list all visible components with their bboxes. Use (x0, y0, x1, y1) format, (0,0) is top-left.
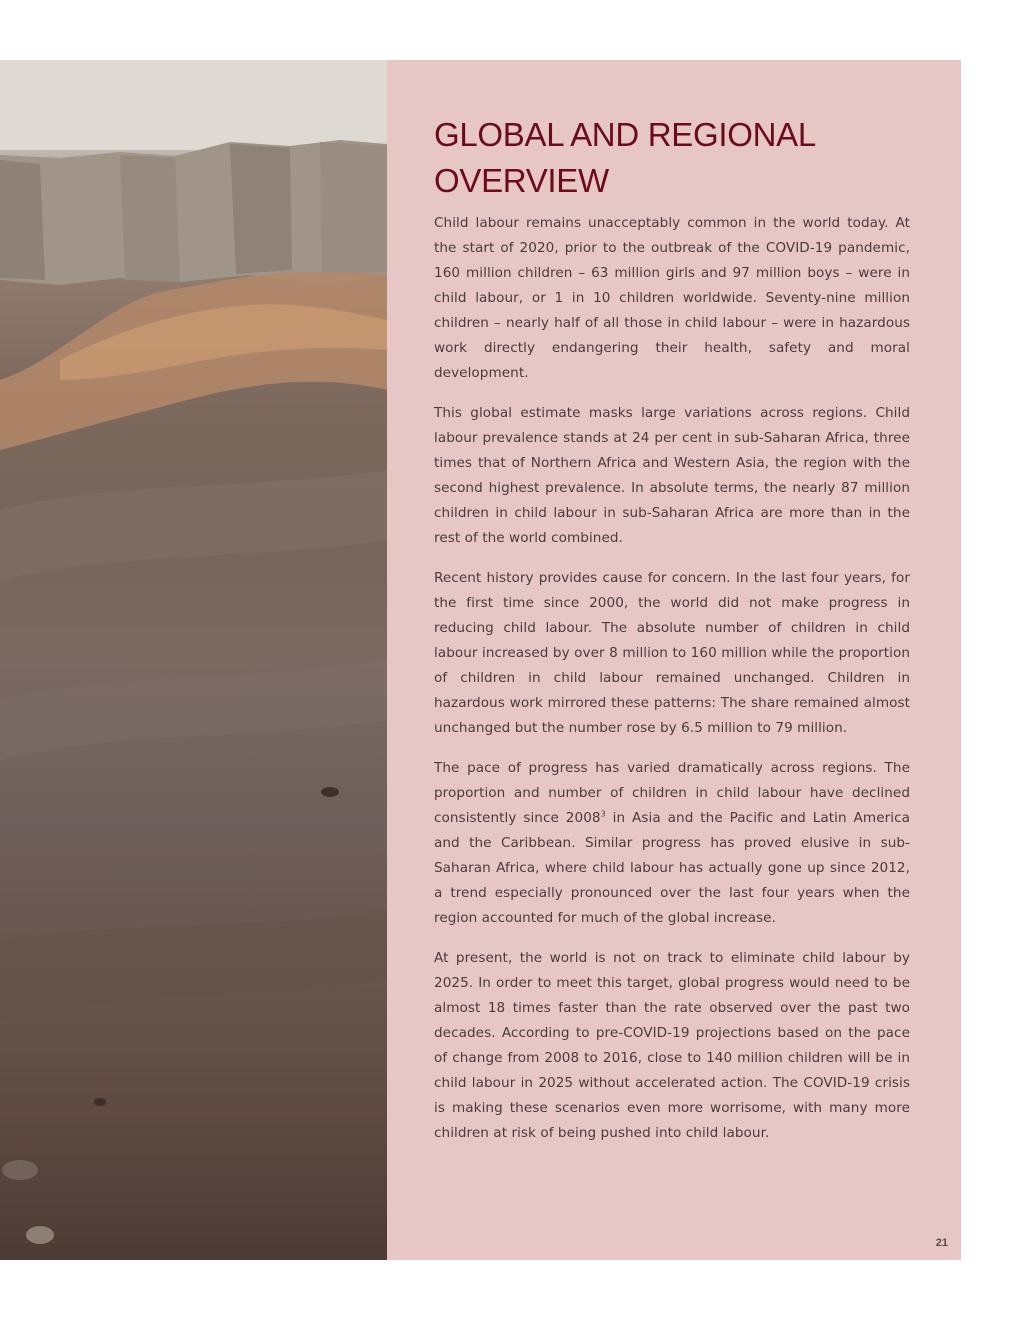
rock (2, 1160, 38, 1180)
paragraph-text: The pace of progress has varied dramatically across regions. The proportion and number of children in child labour have declined consistently since 2008 (434, 760, 910, 826)
sky (0, 60, 387, 150)
paragraph (434, 756, 910, 931)
landscape-photo (0, 60, 387, 1260)
paragraph-text: in Asia and the Pacific and Latin America and the Caribbean. Similar progress has proved elusive in sub-Saharan Africa, where child labour has actually gone up since 2012, a trend especially pronounced over the last four years when the region accounted for much of the global increase. (434, 810, 910, 926)
page-number: 21 (935, 1237, 948, 1249)
wall-segment (320, 142, 387, 278)
wall-segment (0, 160, 45, 280)
rock (94, 1098, 106, 1106)
ground-band (0, 470, 387, 580)
rock (321, 787, 339, 797)
article-body (434, 211, 910, 1161)
paragraph: At present, the world is not on track to eliminate child labour by 2025. In order to meet this target, global progress would need to be almost 18 times faster than the rate observed over the past two decades. According to pre-COVID-19 projections based on the pace of change from 2008 to 2016, close to 140 million children will be in child labour in 2025 without accelerated action. The COVID-19 crisis is making these scenarios even more worrisome, with many more children at risk of being pushed into child labour. (434, 950, 910, 1141)
ground-band (0, 660, 387, 760)
paragraph: Recent history provides cause for concern. In the last four years, for the first time since 2000, the world did not make progress in reducing child labour. The absolute number of children in child labour increased by over 8 million to 160 million while the proportion of children in child labour remained unchanged. Children in hazardous work mirrored these patterns: The share remained almost unchanged but the number rose by 6.5 million to 79 million. (434, 570, 910, 736)
landscape-photo-drawing (0, 60, 387, 1260)
page-title: GLOBAL AND REGIONAL OVERVIEW (434, 116, 815, 199)
paragraph: Child labour remains unacceptably common in the world today. At the start of 2020, prior to the outbreak of the COVID-19 pandemic, 160 million children – 63 million girls and 97 million boys – were in child labour, or 1 in 10 children worldwide. Seventy-nine million children – nearly half of all those in child labour – were in hazardous work directly endangering their health, safety and moral development. (434, 215, 910, 381)
paragraph: This global estimate masks large variations across regions. Child labour prevalence stands at 24 per cent in sub-Saharan Africa, three times that of Northern Africa and Western Asia, the region with the second highest prevalence. In absolute terms, the nearly 87 million children in child labour in sub-Saharan Africa are more than in the rest of the world combined. (434, 405, 910, 546)
ground-band (0, 910, 387, 1020)
footnote-marker[interactable]: 3 (600, 809, 606, 819)
wall-segment (120, 155, 180, 282)
rock (26, 1226, 54, 1244)
wall-segment (230, 144, 292, 274)
